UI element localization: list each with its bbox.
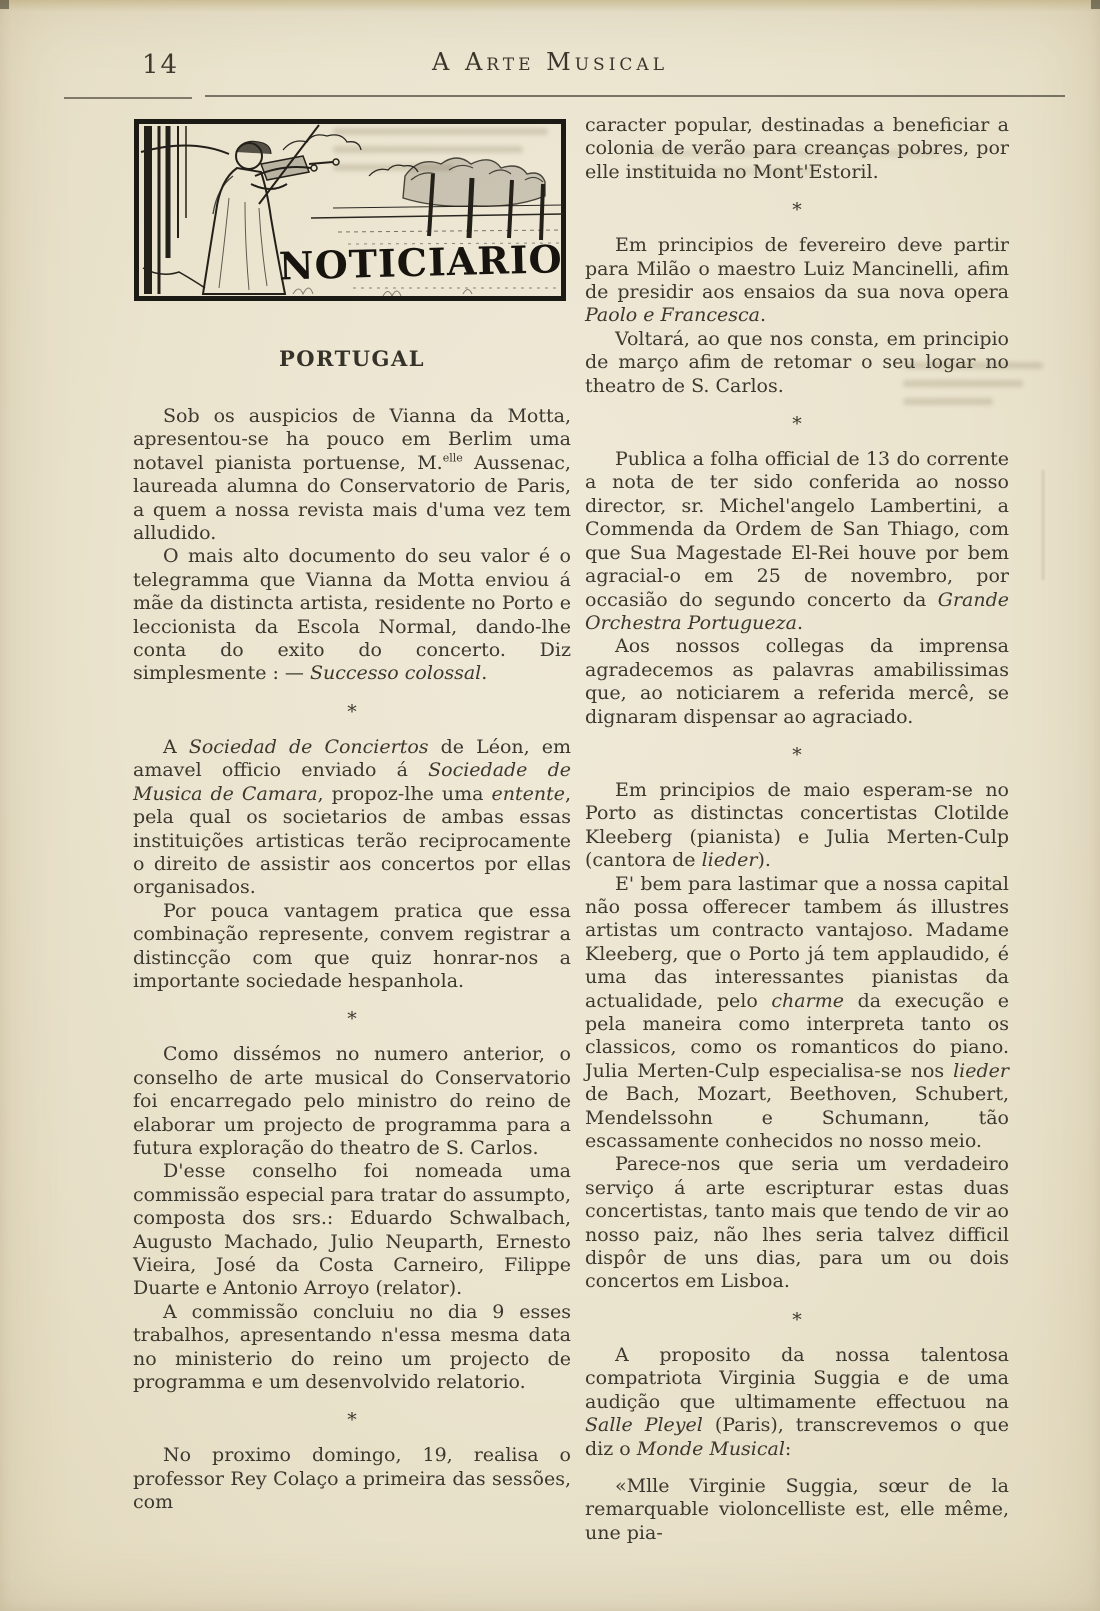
paragraph: Em principios de maio esperam-se no Porto as distinctas concertistas Clotilde Kleeberg (pianista) e Julia Merten-Culp (cantora de lieder). bbox=[585, 778, 1009, 872]
scan-corner-mark bbox=[0, 0, 9, 9]
paragraph: caracter popular, destinadas a beneficiar a colonia de verão para creanças pobres, por elle instituida no Mont'Estoril. bbox=[585, 114, 1009, 183]
paragraph: Publica a folha official de 13 do corrente a nota de ter sido conferida ao nosso director, sr. Michel'angelo Lambertini, a Commenda da Ordem de San Thiago, com que Sua Magestade El-Rei houve por bem agracial-o em 25 de novembro, por occasião do segundo concerto da Grande Orchestra Portugueza. bbox=[585, 448, 1009, 634]
paragraph: D'esse conselho foi nomeada uma commissão especial para tratar do assumpto, composta dos srs.: Eduardo Schwalbach, Augusto Machado, Julio Neuparth, Ernesto Vieira, José da Costa Carneiro, Filippe Duarte e Antonio Arroyo (relator). bbox=[133, 1160, 571, 1300]
header-rule-long bbox=[205, 95, 1065, 97]
right-column bbox=[585, 114, 1009, 1545]
right-column-text bbox=[585, 114, 1009, 1545]
left-column bbox=[133, 116, 571, 1515]
paragraph: Sob os auspicios de Vianna da Motta, apresentou-se ha pouco em Berlim uma notavel pianista portuense, M.$^{elle}$ Aussenac, laureada alumna do Conservatorio de Paris, a quem a nossa revista mais d'uma vez tem alludido. bbox=[133, 405, 571, 545]
section-separator: * bbox=[792, 413, 802, 436]
trees-right bbox=[403, 158, 545, 240]
paragraph: A proposito da nossa talentosa compatriota Virginia Suggia e de uma audição que ultimamente effectuou na Salle Pleyel (Paris), transcrevemos o que diz o Monde Musical: bbox=[585, 1343, 1009, 1460]
paragraph: Voltará, ao que nos consta, em principio de março afim de retomar o seu logar no theatro de S. Carlos. bbox=[585, 327, 1009, 397]
paragraph: A commissão concluiu no dia 9 esses trabalhos, apresentando n'essa mesma data no ministerio do reino um projecto de programma e um desenvolvido relatorio. bbox=[133, 1300, 571, 1394]
grass bbox=[293, 288, 472, 296]
paragraph: Parece-nos que seria um verdadeiro serviço á arte escripturar estas duas concertistas, tanto mais que tendo de vir ao nosso paiz, não lhes seria talvez difficil dispôr de uns dias, para um ou dois concertos em Lisboa. bbox=[585, 1153, 1009, 1293]
scan-corner-mark bbox=[1091, 0, 1100, 9]
paragraph: Como dissémos no numero anterior, o conselho de arte musical do Conservatorio foi encarregado pelo ministro do reino de elaborar um projecto de programma para a futura exploração do theatro de S. Carlos. bbox=[133, 1043, 571, 1159]
paper-crease bbox=[1042, 470, 1044, 580]
header-rule-short bbox=[64, 97, 192, 99]
running-head-title: A Arte Musical bbox=[431, 48, 668, 76]
paragraph: O mais alto documento do seu valor é o telegramma que Vianna da Motta enviou á mãe da distincta artista, residente no Porto e leccionista da Escola Normal, dando-lhe conta do exito do concerto. Diz simplesmente : — Successo colossal. bbox=[133, 545, 571, 685]
paragraph: Em principios de fevereiro deve partir para Milão o maestro Luiz Mancinelli, afim de presidir aos ensaios da sua nova opera Paolo e Francesca. bbox=[585, 234, 1009, 327]
section-heading-portugal: PORTUGAL bbox=[278, 346, 426, 371]
section-separator: * bbox=[792, 199, 802, 222]
section-separator: * bbox=[347, 700, 357, 723]
left-column-text bbox=[133, 405, 571, 1515]
paragraph: «Mlle Virginie Suggia, sœur de la remarquable violoncelliste est, elle même, une pia- bbox=[585, 1474, 1009, 1544]
noticiario-engraving bbox=[133, 118, 567, 302]
paragraph: No proximo domingo, 19, realisa o professor Rey Colaço a primeira das sessões, com bbox=[133, 1444, 571, 1514]
paragraph: Aos nossos collegas da imprensa agradecemos as palavras amabilissimas que, ao noticiarem a referida mercê, se dignaram dispensar ao agraciado. bbox=[585, 635, 1009, 728]
section-separator: * bbox=[792, 743, 802, 766]
paragraph: E' bem para lastimar que a nossa capital não possa offerecer tambem ás illustres artistas um contracto vantajoso. Madame Kleeberg, que o Porto já tem applaudido, é uma das interessantes pianistas da actualidade, pelo charme da execução e pela maneira como interpreta tanto os classicos, como os romanticos do piano. Julia Merten-Culp especialisa-se nos lieder de Bach, Mozart, Beethoven, Schubert, Mendelssohn e Schumann, tão escassamente conhecidos no nosso meio. bbox=[585, 872, 1010, 1153]
section-separator: * bbox=[347, 1409, 357, 1432]
section-separator: * bbox=[792, 1308, 802, 1331]
section-separator: * bbox=[347, 1008, 357, 1031]
paragraph: A Sociedad de Conciertos de Léon, em amavel officio enviado á Sociedade de Musica de Camara, propoz-lhe uma entente, pela qual os societarios de ambas essas instituições artisticas terão reciprocamente o direito de assistir aos concertos por ellas organisados. bbox=[133, 735, 572, 899]
paragraph: Por pouca vantagem pratica que essa combinação represente, convem registrar a distincção com que quiz honrar-nos a importante sociedade hespanhola. bbox=[133, 899, 571, 992]
page-top-edge bbox=[0, 0, 1100, 12]
page-number: 14 bbox=[142, 50, 180, 80]
noticiario-caption: NOTICIARIO bbox=[278, 236, 564, 289]
